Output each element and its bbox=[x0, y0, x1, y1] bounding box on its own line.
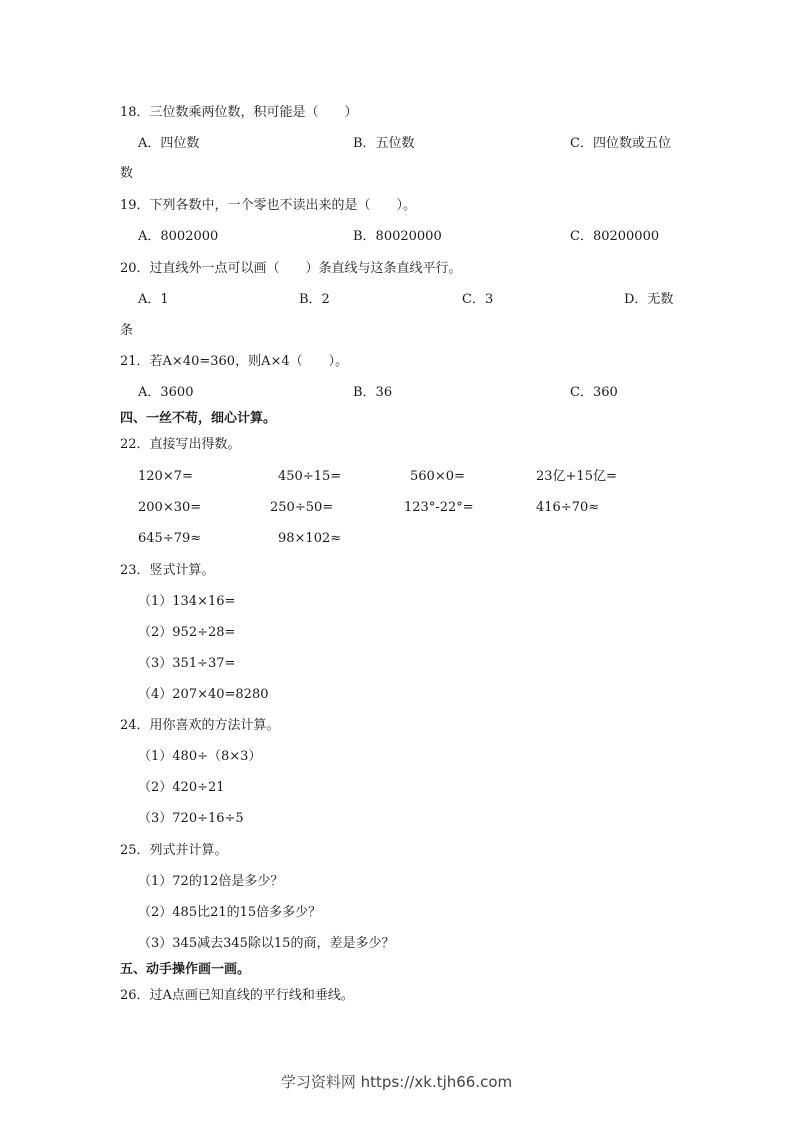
q23-item: （1）134×16= bbox=[138, 594, 236, 609]
q20-option-d-wrap: 条 bbox=[120, 323, 134, 338]
q24-item: （1）480÷（8×3） bbox=[138, 749, 262, 764]
q24-item: （3）720÷16÷5 bbox=[138, 811, 244, 826]
q18-option-c-wrap: 数 bbox=[120, 166, 134, 181]
q22-item: 98×102≈ bbox=[278, 531, 342, 546]
q20-option-d: D．无数 bbox=[624, 292, 674, 307]
footer-watermark: 学习资料网 https://xk.tjh66.com bbox=[280, 1073, 513, 1091]
q21-option-a: A．3600 bbox=[138, 385, 194, 400]
q22-item: 560×0= bbox=[410, 469, 465, 484]
q23-item: （3）351÷37= bbox=[138, 656, 236, 671]
q20-stem: 20．过直线外一点可以画（ ）条直线与这条直线平行。 bbox=[120, 261, 462, 276]
q26-stem: 26．过A点画已知直线的平行线和垂线。 bbox=[120, 988, 354, 1003]
q19-option-b: B．80020000 bbox=[353, 229, 442, 244]
q22-stem: 22．直接写出得数。 bbox=[120, 437, 241, 452]
q25-item: （2）485比21的15倍多多少？ bbox=[138, 905, 322, 920]
q24-item: （2）420÷21 bbox=[138, 780, 225, 795]
q21-option-c: C．360 bbox=[570, 385, 618, 400]
section-five-heading: 五、动手操作画一画。 bbox=[120, 962, 251, 977]
q18-option-a: A．四位数 bbox=[138, 136, 200, 151]
q22-item: 250÷50= bbox=[270, 500, 334, 515]
q22-item: 645÷79≈ bbox=[138, 531, 202, 546]
q24-stem: 24．用你喜欢的方法计算。 bbox=[120, 718, 280, 733]
q22-item: 200×30= bbox=[138, 500, 202, 515]
q19-option-c: C．80200000 bbox=[570, 229, 660, 244]
q22-item: 416÷70≈ bbox=[536, 500, 600, 515]
q20-option-b: B．2 bbox=[299, 292, 330, 307]
q18-option-c: C．四位数或五位 bbox=[570, 136, 671, 151]
q18-stem: 18．三位数乘两位数，积可能是（ ） bbox=[120, 105, 358, 120]
q25-item: （1）72的12倍是多少？ bbox=[138, 874, 284, 889]
section-four-heading: 四、一丝不苟，细心计算。 bbox=[120, 411, 277, 426]
q19-option-a: A．8002000 bbox=[138, 229, 219, 244]
q22-item: 123°-22°= bbox=[404, 500, 474, 515]
q23-item: （2）952÷28= bbox=[138, 625, 236, 640]
q25-stem: 25．列式并计算。 bbox=[120, 843, 228, 858]
q20-option-c: C．3 bbox=[462, 292, 494, 307]
q23-stem: 23．竖式计算。 bbox=[120, 563, 215, 578]
q22-item: 23亿+15亿= bbox=[536, 469, 617, 484]
q20-option-a: A．1 bbox=[138, 292, 169, 307]
q21-option-b: B．36 bbox=[353, 385, 393, 400]
q22-item: 450÷15= bbox=[278, 469, 342, 484]
q19-stem: 19．下列各数中，一个零也不读出来的是（ ）。 bbox=[120, 198, 417, 213]
q21-stem: 21．若A×40=360，则A×4（ ）。 bbox=[120, 354, 349, 369]
q25-item: （3）345减去345除以15的商，差是多少？ bbox=[138, 936, 395, 951]
q18-option-b: B．五位数 bbox=[353, 136, 415, 151]
q23-item: （4）207×40=8280 bbox=[138, 687, 269, 702]
q22-item: 120×7= bbox=[138, 469, 193, 484]
